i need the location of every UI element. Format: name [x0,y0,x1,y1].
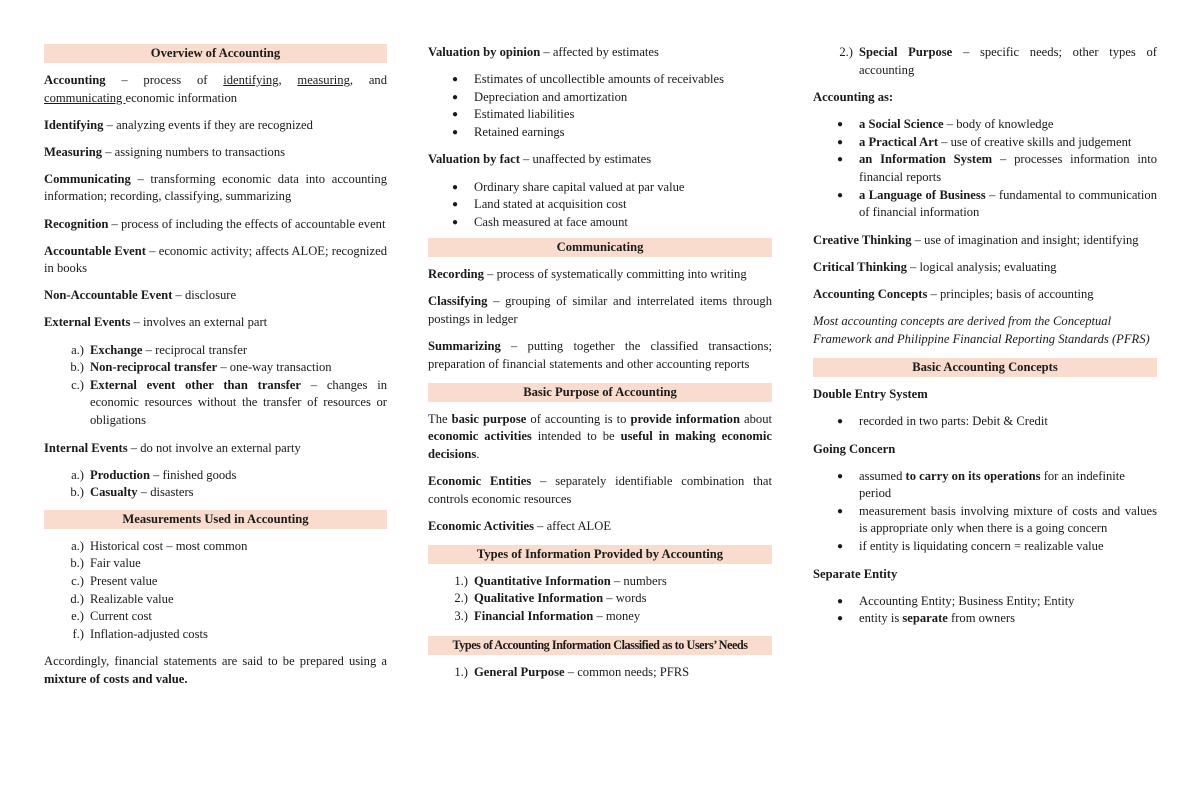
list-text: Present value [90,573,158,588]
def-text: – body of knowledge [943,117,1054,132]
list-marker: 2.) [839,45,853,59]
list-marker: a.) [71,467,84,482]
def-economic-entities [428,473,772,508]
term: Critical Thinking [813,259,907,274]
list-marker: 1.) [454,573,468,588]
bullet-icon: ● [837,136,844,148]
list-item [428,71,772,89]
list-item [44,573,387,591]
subheading: Separate Entity [813,566,898,581]
bullet-icon: ● [452,91,459,103]
term: Valuation by fact [428,152,520,167]
list-item [813,187,1157,222]
def-text: economic information [125,90,238,105]
subheading: Double Entry System [813,386,928,401]
section-header-overview: Overview of Accounting [44,44,387,63]
term: Non-Accountable Event [44,288,173,303]
term: Economic Activities [428,518,534,533]
accordingly-paragraph [44,653,387,688]
list-item [813,413,1157,431]
section-header-communicating: Communicating [428,238,772,257]
paragraph-text: The [428,411,452,426]
term: General Purpose [474,664,565,679]
def-text: – use of imagination and insight; identifying [911,232,1139,247]
def-text: – analyzing events if they are recognized [103,117,313,132]
paragraph-text: . [476,447,480,461]
term: Recognition [44,216,109,231]
bullet-icon: ● [837,470,844,482]
term: Exchange [90,342,143,357]
list-item [813,134,1157,152]
bullet-icon: ● [452,126,459,138]
def-text: – specific needs; other types of accounting [859,45,1157,77]
def-accounting [44,72,387,107]
term: Casualty [90,485,138,500]
def-measuring [44,144,387,162]
list-item [428,106,772,124]
list-marker: 2.) [454,591,468,606]
def-text: – process of including the effects of accountable event [108,216,386,231]
list-text: Inflation-adjusted costs [90,626,208,641]
list-item [428,179,772,197]
list-text: Current cost [90,609,152,624]
bold-text: useful in making economic decisions [428,429,772,461]
def-text: – finished goods [149,467,237,482]
list-item [428,124,772,142]
list-marker: b.) [70,485,84,500]
list-text: Ordinary share capital valued at par value [474,179,685,194]
term: an Information System [859,152,993,167]
term: External Events [44,315,131,330]
def-text: – transforming economic data into accounting information; recording, classifying, summarizing [44,171,387,204]
external-events-list [44,342,387,430]
column-2 [428,44,772,691]
accounting-as-list [813,116,1157,222]
list-item [428,196,772,214]
italic-note: Most accounting concepts are derived from the Conceptual Framework and Philippine Financial Reporting Standards (PFRS) [813,314,1150,346]
bold-text: provide information [630,411,740,426]
term: Non-reciprocal transfer [90,360,218,375]
def-text: – processes information into financial reports [859,152,1158,185]
list-marker: c.) [71,377,84,392]
users-list-continued [813,44,1157,79]
def-text: – grouping of similar and interrelated items through postings in ledger [428,294,772,327]
going-concern-heading [813,441,1157,459]
term: Qualitative Information [474,591,604,606]
list-item [44,377,387,430]
def-communicating [44,171,387,206]
def-text: – numbers [610,573,667,588]
term: Creative Thinking [813,232,912,247]
def-text: – logical analysis; evaluating [906,259,1057,274]
def-text: – changes in economic resources without the transfer of resources or obligations [90,377,387,427]
list-text: Accounting Entity; Business Entity; Entity [859,593,1075,608]
bullet-icon: ● [837,415,844,427]
list-item [44,626,387,644]
list-text: Depreciation and amortization [474,89,628,104]
list-item [44,484,387,502]
list-text: Cash measured at face amount [474,214,628,229]
double-entry-heading [813,386,1157,404]
def-text: – putting together the classified transactions; preparation of financial statements and other accounting reports [428,339,772,371]
users-list [428,664,772,682]
list-marker: b.) [70,360,84,375]
list-text: for an indefinite period [859,468,1125,501]
term: Identifying [44,117,104,132]
list-item [44,555,387,573]
term: Recording [428,267,484,282]
def-text: – process of [105,73,224,87]
term: a Practical Art [859,134,939,149]
paragraph-text: Accordingly, financial statements are said to be prepared using a [44,654,387,669]
def-accounting-concepts [813,286,1157,304]
subheading: Going Concern [813,441,896,456]
list-text: Estimates of uncollectible amounts of receivables [474,72,725,87]
list-text: recorded in two parts: Debit & Credit [859,413,1048,428]
list-text: entity is [859,611,903,626]
bullet-icon: ● [837,613,844,625]
term: Economic Entities [428,474,532,489]
bullet-icon: ● [837,154,844,166]
bold-text: mixture of costs and value. [44,671,188,686]
term: Valuation by opinion [428,45,541,59]
list-text: measurement basis involving mixture of costs and values is appropriate only when there is a going concern [859,503,1157,536]
list-marker: 3.) [454,609,468,624]
def-recognition [44,216,387,234]
list-item [813,468,1157,503]
bullet-icon: ● [837,119,844,131]
list-marker: a.) [71,538,84,553]
term: Summarizing [428,339,501,354]
list-text: Realizable value [90,591,174,606]
list-text: Fair value [90,556,141,571]
list-item [813,151,1157,186]
double-entry-list [813,413,1157,431]
bullet-icon: ● [452,74,459,86]
bullet-icon: ● [837,540,844,552]
section-header-basic-purpose: Basic Purpose of Accounting [428,383,772,402]
list-marker: a.) [71,342,84,357]
term: Accountable Event [44,243,146,258]
def-valuation-by-fact [428,151,772,169]
def-text: – disclosure [172,288,237,303]
def-text: , and [349,73,387,87]
term: Measuring [44,144,103,159]
section-header-basic-concepts: Basic Accounting Concepts [813,358,1157,377]
def-text: – affected by estimates [540,45,659,59]
term: a Social Science [859,117,944,132]
def-text: – reciprocal transfer [142,342,248,357]
term: Communicating [44,171,131,186]
bullet-icon: ● [837,189,844,201]
list-item [428,573,772,591]
list-marker: c.) [71,573,84,588]
def-identifying [44,117,387,135]
list-item [428,590,772,608]
term: Internal Events [44,440,128,455]
term: Production [90,467,150,482]
underlined-word: measuring [297,73,350,87]
list-item [44,359,387,377]
types-list [428,573,772,626]
section-header-measurements: Measurements Used in Accounting [44,510,387,529]
def-classifying [428,293,772,328]
list-item [428,89,772,107]
term: Accounting Concepts [813,287,928,302]
bullet-icon: ● [452,199,459,211]
def-text: – involves an external part [130,315,268,330]
list-marker: 1.) [454,664,468,679]
subheading: Accounting as: [813,90,894,105]
bullet-icon: ● [452,216,459,228]
def-accountable-event [44,243,387,278]
separate-entity-heading [813,566,1157,584]
def-text: – words [603,591,647,606]
def-text: – separately identifiable combination that controls economic resources [428,474,772,506]
bullet-icon: ● [837,595,844,607]
accounting-as-heading [813,89,1157,107]
underlined-word: identifying [223,73,279,87]
paragraph-text: intended to be [531,429,621,444]
list-item [813,593,1157,611]
list-marker: d.) [70,591,84,606]
term: a Language of Business [859,187,986,202]
list-item [428,664,772,682]
def-text: – principles; basis of accounting [927,287,1094,302]
paragraph-text: about [739,411,772,426]
term: Quantitative Information [474,573,611,588]
def-text: – unaffected by estimates [519,152,652,167]
def-text: – common needs; PFRS [564,664,690,679]
def-valuation-by-opinion [428,44,772,62]
def-text: – use of creative skills and judgement [938,134,1132,149]
term: Accounting [44,73,106,87]
underlined-word: communicating [44,90,126,105]
bullet-icon: ● [452,181,459,193]
list-item [813,116,1157,134]
list-marker: b.) [70,556,84,571]
list-item [44,467,387,485]
section-header-users-needs: Types of Accounting Information Classified as to Users’ Needs [428,636,772,655]
def-critical-thinking [813,259,1157,277]
list-text: if entity is liquidating concern = realizable value [859,538,1104,553]
list-item [813,538,1157,556]
def-creative-thinking [813,232,1157,250]
term: Financial Information [474,609,594,624]
fact-list [428,179,772,232]
def-text: – disasters [137,485,194,500]
measurements-list [44,538,387,644]
column-3 [813,44,1157,638]
def-text: – affect ALOE [533,518,612,533]
list-item [44,608,387,626]
paragraph-text: of accounting is to [526,411,631,426]
list-text: Land stated at acquisition cost [474,197,627,212]
going-concern-list [813,468,1157,556]
list-text: Retained earnings [474,124,565,139]
list-text: Estimated liabilities [474,107,575,122]
list-text: assumed [859,468,906,483]
def-external-events [44,314,387,332]
def-recording [428,266,772,284]
bold-text: to carry on its operations [905,468,1041,483]
list-item [44,342,387,360]
bullet-icon: ● [452,109,459,121]
list-item [813,503,1157,538]
list-text: from owners [947,611,1016,626]
separate-entity-list [813,593,1157,628]
def-text: – money [593,609,641,624]
list-marker: f.) [72,626,84,641]
bold-text: separate [902,611,948,626]
internal-events-list [44,467,387,502]
def-text: , [278,73,298,87]
list-item [44,591,387,609]
term: Special Purpose [859,45,953,59]
list-item [428,214,772,232]
list-item [813,44,1157,79]
def-text: – economic activity; affects ALOE; recognized in books [44,243,388,276]
list-item [44,538,387,556]
def-summarizing [428,338,772,373]
bullet-icon: ● [837,505,844,517]
opinion-list [428,71,772,141]
def-text: – one-way transaction [217,360,332,375]
def-economic-activities [428,518,772,536]
bold-text: economic activities [428,429,532,444]
list-item [813,610,1157,628]
def-text: – do not involve an external party [127,440,301,455]
def-internal-events [44,440,387,458]
list-item [428,608,772,626]
column-1 [44,44,387,698]
basic-purpose-paragraph [428,411,772,464]
def-text: – process of systematically committing into writing [483,267,747,282]
list-marker: e.) [71,609,84,624]
list-text: Historical cost – most common [90,538,248,553]
def-text: – assigning numbers to transactions [102,144,286,159]
def-text: – fundamental to communication of financial information [859,187,1157,220]
term: Classifying [428,294,488,309]
bold-text: basic purpose [451,411,527,426]
def-non-accountable-event [44,287,387,305]
term: External event other than transfer [90,377,301,392]
section-header-types-of-information: Types of Information Provided by Accounting [428,545,772,564]
